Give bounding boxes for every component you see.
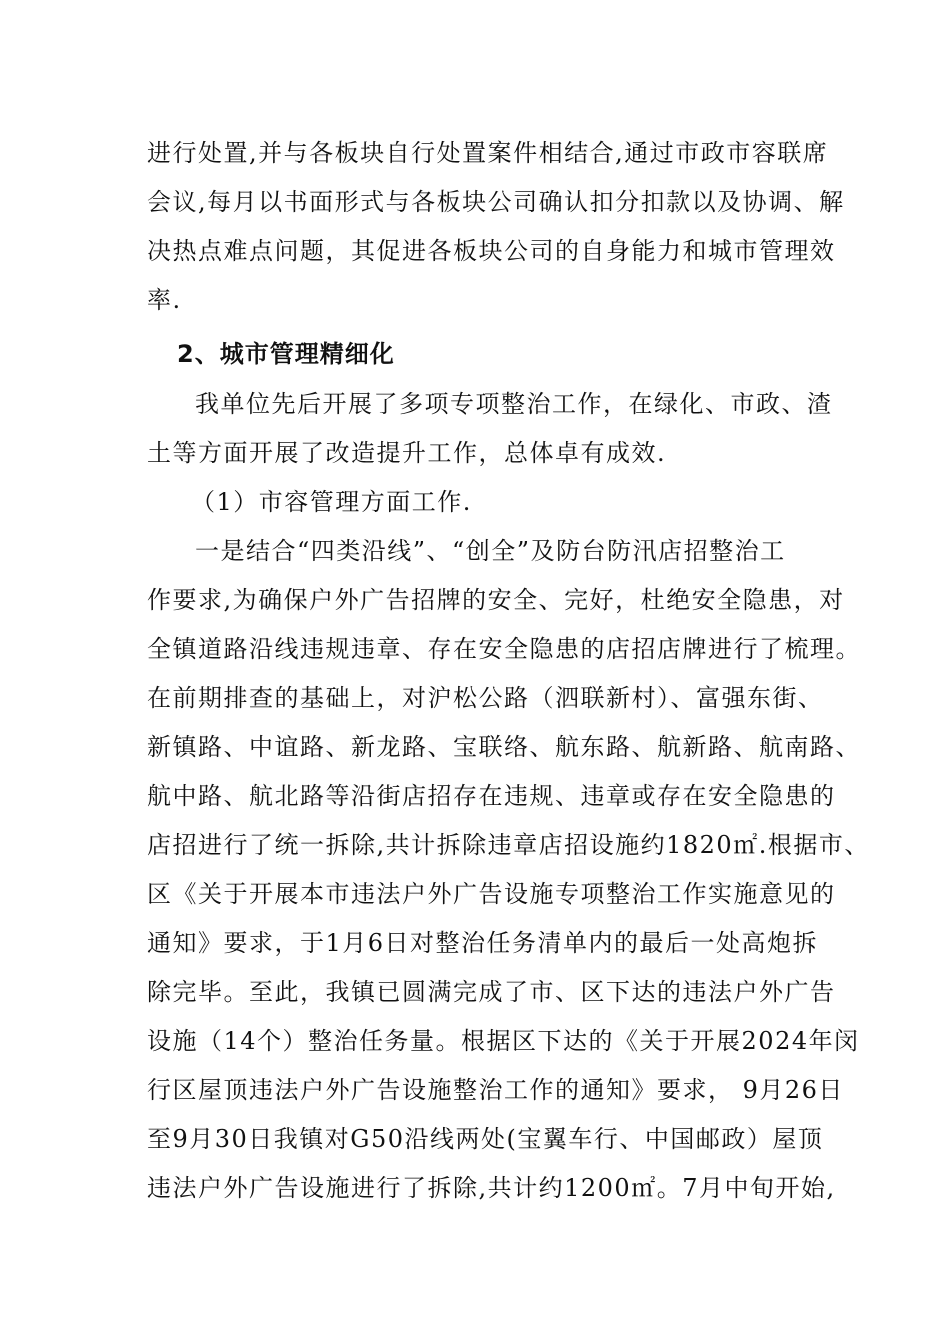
- text-line: 除完毕。至此，我镇已圆满完成了市、区下达的违法户外广告: [147, 978, 836, 1006]
- text-line: 新镇路、中谊路、新龙路、宝联络、航东路、航新路、航南路、: [147, 733, 861, 761]
- text-line: 决热点难点问题，其促进各板块公司的自身能力和城市管理效: [147, 237, 836, 265]
- text-line: 进行处置,并与各板块自行处置案件相结合,通过市政市容联席: [147, 139, 829, 167]
- text-line: 店招进行了统一拆除,共计拆除违章店招设施约1820㎡.根据市、: [147, 831, 870, 859]
- text-line: 通知》要求，于1月6日对整治任务清单内的最后一处高炮拆: [147, 929, 819, 957]
- text-line: 设施（14个）整治任务量。根据区下达的《关于开展2024年闵: [147, 1027, 860, 1055]
- text-line: 区《关于开展本市违法户外广告设施专项整治工作实施意见的: [147, 880, 836, 908]
- paragraph-first-line: 一是结合“四类沿线”、“创全”及防台防汛店招整治工: [195, 537, 786, 565]
- text-line: 会议,每月以书面形式与各板块公司确认扣分扣款以及协调、解: [147, 188, 845, 216]
- paragraph-first-line: 我单位先后开展了多项专项整治工作，在绿化、市政、渣: [195, 390, 833, 418]
- text-line: 至9月30日我镇对G50沿线两处(宝翼车行、中国邮政）屋顶: [147, 1125, 824, 1153]
- section-heading: 2、城市管理精细化: [177, 340, 395, 368]
- text-line: 土等方面开展了改造提升工作，总体卓有成效.: [147, 439, 667, 467]
- text-line: 率.: [147, 286, 182, 314]
- text-line: 全镇道路沿线违规违章、存在安全隐患的店招店牌进行了梳理。: [147, 635, 861, 663]
- text-line: 航中路、航北路等沿街店招存在违规、违章或存在安全隐患的: [147, 782, 836, 810]
- text-line: 违法户外广告设施进行了拆除,共计约1200㎡。7月中旬开始,: [147, 1174, 836, 1202]
- text-line: 在前期排查的基础上，对沪松公路（泗联新村）、富强东街、: [147, 684, 824, 712]
- text-line: 作要求,为确保户外广告招牌的安全、完好，杜绝安全隐患，对: [147, 586, 845, 614]
- text-line: 行区屋顶违法户外广告设施整治工作的通知》要求， 9月26日: [147, 1076, 844, 1104]
- subsection-heading: （1）市容管理方面工作.: [191, 488, 472, 516]
